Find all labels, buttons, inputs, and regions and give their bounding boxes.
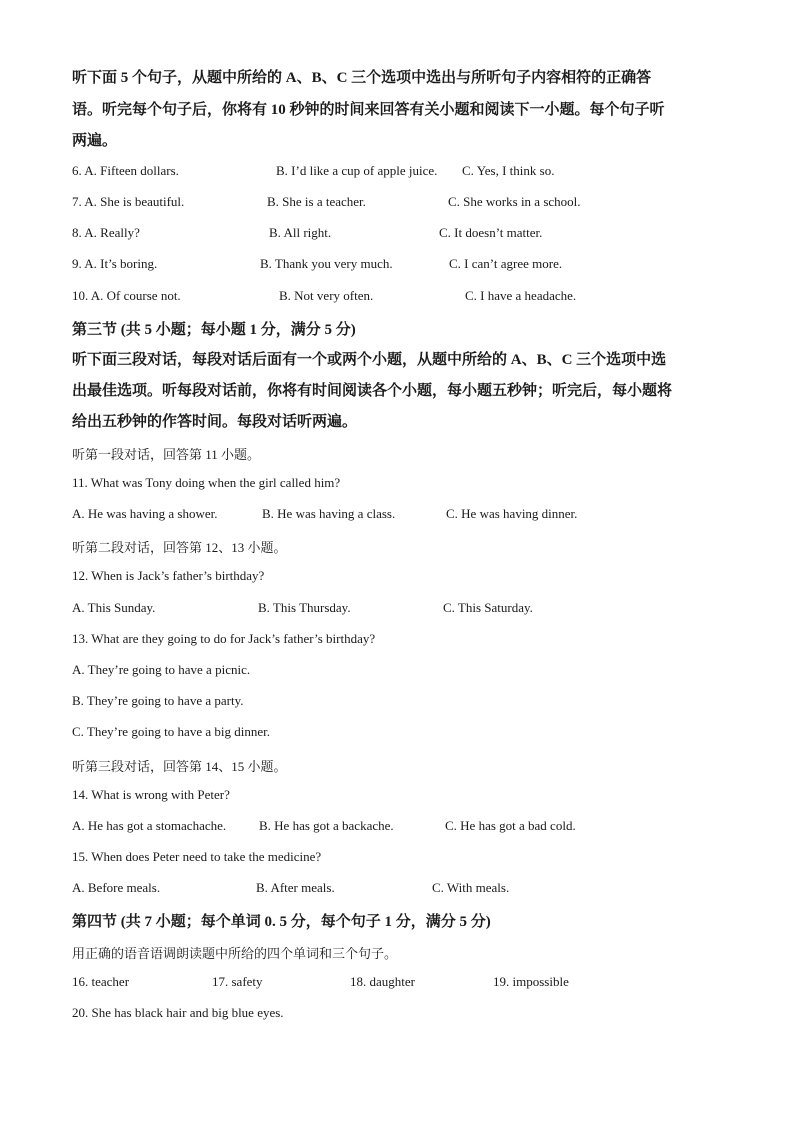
section3-instruction-line-1: 听下面三段对话，每段对话后面有一个或两个小题，从题中所给的 A、B、C 三个选项中选 — [72, 352, 667, 368]
section3-instruction-line-3: 给出五秒钟的作答时间。每段对话听两遍。 — [72, 414, 358, 430]
question-13: 13. What are they going to do for Jack’s father’s birthday? — [72, 631, 376, 646]
sentence-20: 20. She has black hair and big blue eyes. — [72, 1005, 284, 1020]
dialogue-2-intro: 听第二段对话，回答第 12、13 小题。 — [72, 540, 287, 555]
dialogue-3-intro: 听第三段对话，回答第 14、15 小题。 — [72, 759, 287, 774]
option-a: A. He was having a shower. — [72, 506, 218, 521]
option-a: A. This Sunday. — [72, 600, 156, 615]
option-a: 6. A. Fifteen dollars. — [72, 163, 179, 178]
section2-instruction-line-2: 语。听完每个句子后，你将有 10 秒钟的时间来回答有关小题和阅读下一小题。每个句子听 — [72, 102, 665, 118]
question-12: 12. When is Jack’s father’s birthday? — [72, 568, 265, 583]
dialogue-1-intro: 听第一段对话，回答第 11 小题。 — [72, 447, 261, 462]
question-13-option-b: B. They’re going to have a party. — [72, 693, 244, 708]
option-c: C. I can’t agree more. — [449, 256, 563, 271]
option-c: C. He was having dinner. — [446, 506, 578, 521]
question-13-option-c: C. They’re going to have a big dinner. — [72, 724, 270, 739]
option-a: 8. A. Really? — [72, 225, 140, 240]
question-11: 11. What was Tony doing when the girl called him? — [72, 475, 341, 490]
option-a: A. Before meals. — [72, 880, 161, 895]
section2-instruction-line-1: 听下面 5 个句子，从题中所给的 A、B、C 三个选项中选出与所听句子内容相符的正确答 — [72, 70, 652, 86]
question-15: 15. When does Peter need to take the medicine? — [72, 849, 322, 864]
option-a: 10. A. Of course not. — [72, 288, 181, 303]
option-b: B. Thank you very much. — [260, 256, 393, 271]
option-c: C. It doesn’t matter. — [439, 225, 543, 240]
option-a: 7. A. She is beautiful. — [72, 194, 185, 209]
section4-instruction: 用正确的语音语调朗读题中所给的四个单词和三个句子。 — [72, 946, 398, 961]
section2-instruction-line-3: 两遍。 — [72, 133, 118, 149]
question-14: 14. What is wrong with Peter? — [72, 787, 230, 802]
option-c: C. I have a headache. — [465, 288, 577, 303]
option-b: B. I’d like a cup of apple juice. — [276, 163, 438, 178]
option-b: B. He was having a class. — [262, 506, 396, 521]
option-c: C. With meals. — [432, 880, 510, 895]
option-b: B. After meals. — [256, 880, 335, 895]
option-c: C. She works in a school. — [448, 194, 581, 209]
option-a: A. He has got a stomachache. — [72, 818, 227, 833]
option-b: B. This Thursday. — [258, 600, 351, 615]
section3-instruction-line-2: 出最佳选项。听每段对话前，你将有时间阅读各个小题，每小题五秒钟；听完后，每小题将 — [72, 383, 673, 399]
option-b: B. All right. — [269, 225, 332, 240]
option-b: B. Not very often. — [279, 288, 374, 303]
question-13-option-a: A. They’re going to have a picnic. — [72, 662, 251, 677]
option-c: C. Yes, I think so. — [462, 163, 555, 178]
word-16: 16. teacher — [72, 974, 130, 989]
option-b: B. He has got a backache. — [259, 818, 394, 833]
word-19: 19. impossible — [493, 974, 569, 989]
option-c: C. He has got a bad cold. — [445, 818, 576, 833]
section4-heading: 第四节 (共 7 小题；每个单词 0. 5 分，每个句子 1 分，满分 5 分) — [72, 914, 491, 930]
option-a: 9. A. It’s boring. — [72, 256, 158, 271]
section3-heading: 第三节 (共 5 小题；每小题 1 分，满分 5 分) — [72, 322, 356, 338]
option-c: C. This Saturday. — [443, 600, 533, 615]
option-b: B. She is a teacher. — [267, 194, 366, 209]
word-17: 17. safety — [212, 974, 263, 989]
word-18: 18. daughter — [350, 974, 415, 989]
